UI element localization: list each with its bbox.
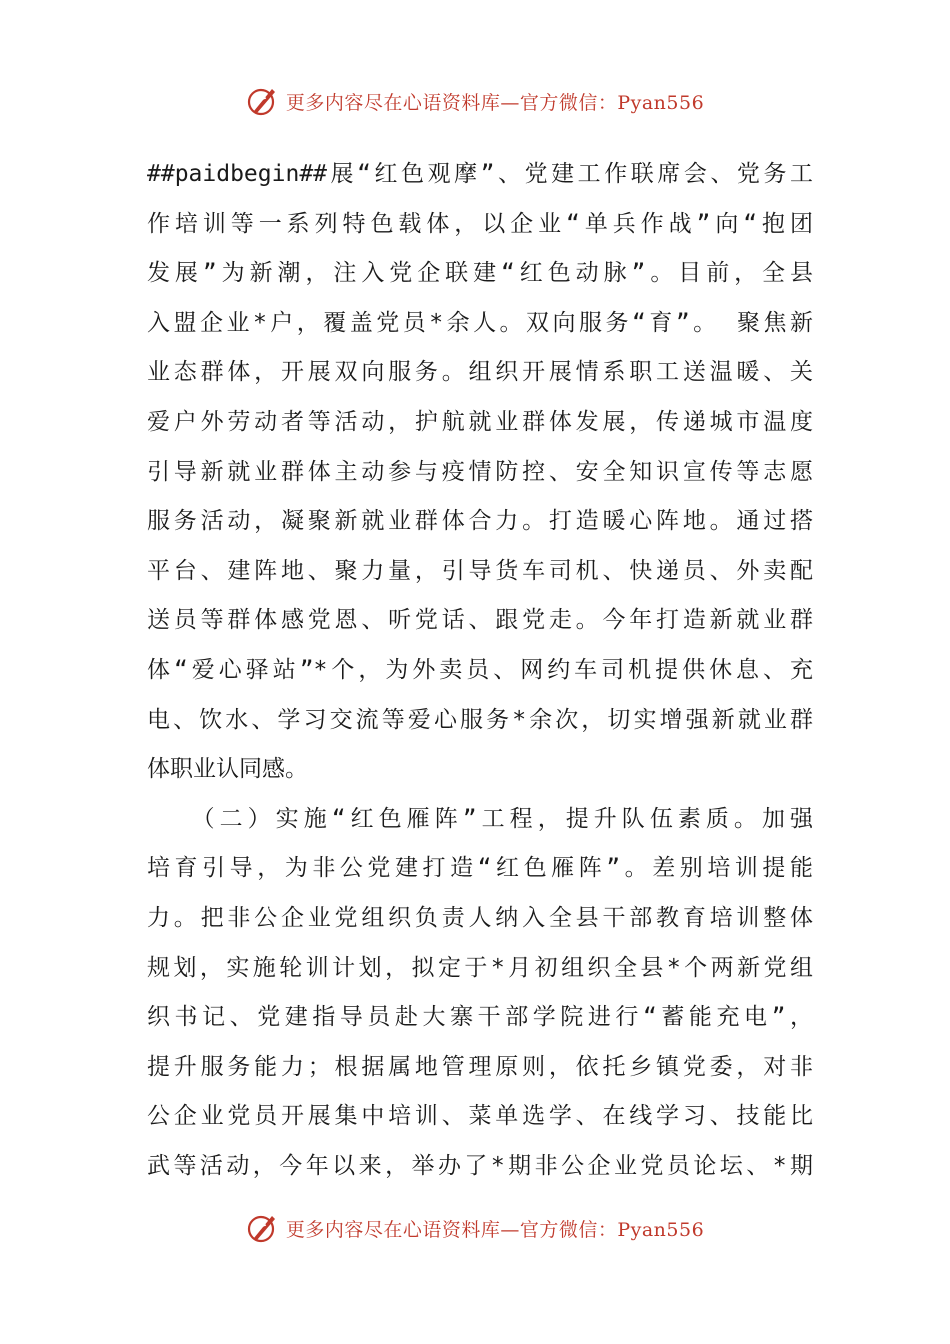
footer-watermark bbox=[0, 1211, 950, 1245]
quill-pen-circle-icon bbox=[246, 84, 280, 118]
paragraph-line: 规划，实施轮训计划，拟定于*月初组织全县*个两新党组 bbox=[147, 954, 813, 981]
paragraph-line: （二）实施“红色雁阵”工程，提升队伍素质。加强 bbox=[147, 805, 813, 832]
paragraph-line: 引导新就业群体主动参与疫情防控、安全知识宣传等志愿 bbox=[147, 458, 813, 485]
paragraph-line: 培育引导，为非公党建打造“红色雁阵”。差别培训提能 bbox=[147, 855, 813, 882]
paragraph-line: 提升服务能力；根据属地管理原则，依托乡镇党委，对非 bbox=[147, 1053, 813, 1080]
paragraph-line: 爱户外劳动者等活动，护航就业群体发展，传递城市温度 bbox=[147, 408, 813, 435]
paragraph-line: 服务活动，凝聚新就业群体合力。打造暖心阵地。通过搭 bbox=[147, 508, 813, 535]
paragraph-line: 发展”为新潮，注入党企联建“红色动脉”。目前，全县 bbox=[147, 260, 813, 287]
header-watermark bbox=[0, 84, 950, 118]
paragraph-line: 入盟企业*户，覆盖党员*余人。双向服务“育”。 聚焦新 bbox=[147, 309, 813, 336]
paragraph-line: 作培训等一系列特色载体，以企业“单兵作战”向“抱团 bbox=[147, 210, 813, 237]
paragraph-line: 业态群体，开展双向服务。组织开展情系职工送温暖、关 bbox=[147, 359, 813, 386]
paragraph-line: ##paidbegin##展“红色观摩”、党建工作联席会、党务工 bbox=[147, 161, 813, 187]
paragraph-line: 体职业认同感。 bbox=[147, 756, 308, 783]
paragraph-line: 平台、建阵地、聚力量，引导货车司机、快递员、外卖配 bbox=[147, 557, 813, 584]
paragraph-line: 体“爱心驿站”*个，为外卖员、网约车司机提供休息、充 bbox=[147, 656, 813, 683]
quill-pen-circle-icon bbox=[246, 1211, 280, 1245]
paragraph-line: 送员等群体感党恩、听党话、跟党走。今年打造新就业群 bbox=[147, 607, 813, 634]
paragraph-line: 织书记、党建指导员赴大寨干部学院进行“蓄能充电”， bbox=[147, 1004, 813, 1031]
paragraph-line: 公企业党员开展集中培训、菜单选学、在线学习、技能比 bbox=[147, 1103, 813, 1130]
document-body bbox=[147, 150, 813, 1191]
paragraph-line: 电、饮水、学习交流等爱心服务*余次，切实增强新就业群 bbox=[147, 706, 813, 733]
paragraph-line: 武等活动，今年以来，举办了*期非公企业党员论坛、*期 bbox=[147, 1152, 813, 1179]
paragraph-line: 力。把非公企业党组织负责人纳入全县干部教育培训整体 bbox=[147, 904, 813, 931]
watermark-text: 更多内容尽在心语资料库—官方微信：Pyan556 bbox=[285, 91, 705, 114]
watermark-text: 更多内容尽在心语资料库—官方微信：Pyan556 bbox=[285, 1218, 705, 1241]
